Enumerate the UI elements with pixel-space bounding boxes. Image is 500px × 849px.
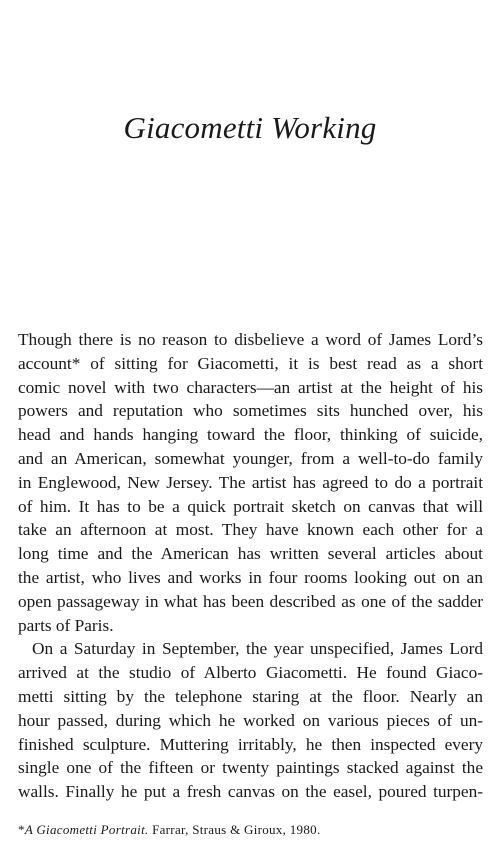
text-line: long time and the American has written several articles about <box>18 544 483 564</box>
text-line: take an afternoon at most. They have known each other for a <box>18 520 483 540</box>
text-line: single one of the fifteen or twenty paintings stacked against the <box>18 758 483 778</box>
footnote-title: A Giacometti Portrait. <box>24 822 149 837</box>
chapter-title: Giacometti Working <box>123 110 377 145</box>
text-line: account* of sitting for Giacometti, it is best read as a short <box>18 353 483 373</box>
text-line: and an American, somewhat younger, from a well-to-do family <box>18 448 483 468</box>
text-line: head and hands hanging toward the floor, thinking of suicide, <box>18 425 483 445</box>
body-text <box>18 328 483 804</box>
footnote <box>18 822 321 838</box>
footnote-marker: * <box>18 822 25 837</box>
text-line: metti sitting by the telephone staring at the floor. Nearly an <box>18 686 483 706</box>
text-line: the artist, who lives and works in four rooms looking out on an <box>18 567 483 587</box>
text-line: comic novel with two characters—an artist at the height of his <box>18 377 483 397</box>
text-line: parts of Paris. <box>18 615 114 635</box>
footnote-citation: Farrar, Straus & Giroux, 1980. <box>148 822 321 837</box>
text-line: On a Saturday in September, the year unspecified, James Lord <box>32 639 483 659</box>
text-line: hour passed, during which he worked on various pieces of un- <box>18 710 483 730</box>
text-line: in Englewood, New Jersey. The artist has agreed to do a portrait <box>18 472 483 492</box>
text-line: Though there is no reason to disbelieve a word of James Lord’s <box>18 330 483 349</box>
text-line: walls. Finally he put a fresh canvas on the easel, poured turpen- <box>18 782 483 802</box>
text-line: of him. It has to be a quick portrait sketch on canvas that will <box>18 496 483 516</box>
text-line: finished sculpture. Muttering irritably, he then inspected every <box>18 734 483 754</box>
text-line: open passageway in what has been described as one of the sadder <box>18 591 483 611</box>
text-line: arrived at the studio of Alberto Giacometti. He found Giaco- <box>18 663 483 683</box>
text-line: powers and reputation who sometimes sits hunched over, his <box>18 401 483 421</box>
